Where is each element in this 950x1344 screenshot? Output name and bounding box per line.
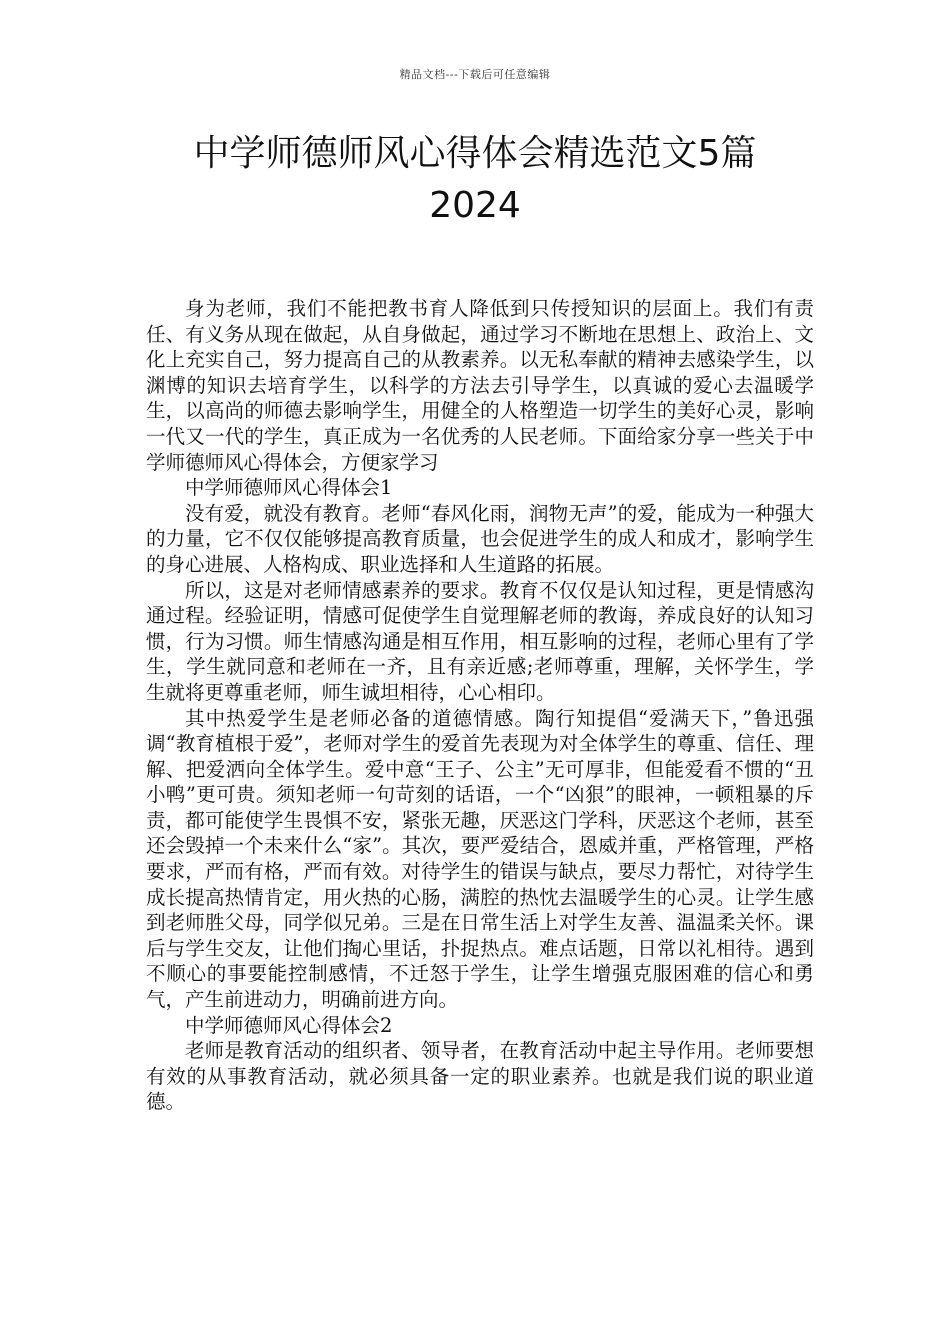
document-body — [146, 296, 814, 1115]
paragraph-intro: 身为老师，我们不能把教书育人降低到只传授知识的层面上。我们有责任、有义务从现在做起，从自身做起，通过学习不断地在思想上、政治上、文化上充实自己，努力提高自己的从教素养。以无私奉献的精神去感染学生，以渊博的知识去培育学生，以科学的方法去引导学生，以真诚的爱心去温暖学生，以高尚的师德去影响学生，用健全的人格塑造一切学生的美好心灵，影响一代又一代的学生，真正成为一名优秀的人民老师。下面给家分享一些关于中学师德师风心得体会，方便家学习 — [146, 297, 814, 474]
section-heading-2: 中学师德师风心得体会2 — [185, 1013, 393, 1037]
header-note: 精品文档---下载后可任意编辑 — [399, 68, 551, 81]
paragraph: 所以，这是对老师情感素养的要求。教育不仅仅是认知过程，更是情感沟通过程。经验证明，情感可促使学生自觉理解老师的教诲，养成良好的认知习惯，行为习惯。师生情感沟通是相互作用，相互影响的过程，老师心里有了学生，学生就同意和老师在一齐，且有亲近感;老师尊重，理解，关怀学生，学生就将更尊重老师，师生诚坦相待，心心相印。 — [146, 578, 814, 704]
title-line-1: 中学师德师风心得体会精选范文5篇 — [193, 133, 757, 174]
paragraph: 没有爱，就没有教育。老师“春风化雨，润物无声”的爱，能成为一种强大的力量，它不仅仅能够提高教育质量，也会促进学生的成人和成才，影响学生的身心进展、人格构成、职业选择和人生道路的拓展。 — [146, 501, 814, 576]
document-title — [0, 128, 950, 232]
title-line-2: 2024 — [429, 185, 521, 226]
section-heading-1: 中学师德师风心得体会1 — [185, 476, 393, 500]
paragraph: 老师是教育活动的组织者、领导者，在教育活动中起主导作用。老师要想有效的从事教育活动，就必须具备一定的职业素养。也就是我们说的职业道德。 — [146, 1039, 814, 1114]
paragraph: 其中热爱学生是老师必备的道德情感。陶行知提倡“爱满天下，”鲁迅强调“教育植根于爱”，老师对学生的爱首先表现为对全体学生的尊重、信任、理解、把爱洒向全体学生。爱中意“王子、公主”无可厚非，但能爱看不惯的“丑小鸭”更可贵。须知老师一句苛刻的话语，一个“凶狠”的眼神，一顿粗暴的斥责，都可能使学生畏惧不安，紧张无趣，厌恶这门学科，厌恶这个老师，甚至还会毁掉一个未来什么“家”。其次，要严爱结合，恩威并重，严格管理，严格要求，严而有格，严而有效。对待学生的错误与缺点，要尽力帮忙，对待学生成长提高热情肯定，用火热的心肠，满腔的热忱去温暖学生的心灵。让学生感到老师胜父母，同学似兄弟。三是在日常生活上对学生友善、温温柔关怀。课后与学生交友，让他们掏心里话，扑捉热点。难点话题，日常以礼相待。遇到不顺心的事要能控制感情，不迁怒于学生，让学生增强克服困难的信心和勇气，产生前进动力，明确前进方向。 — [146, 706, 814, 1012]
